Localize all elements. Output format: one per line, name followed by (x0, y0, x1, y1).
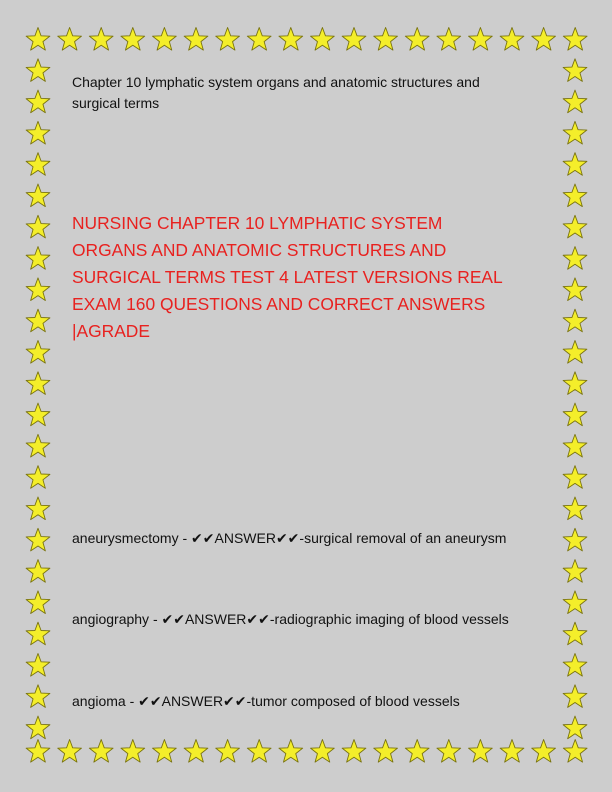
star-icon (563, 59, 587, 82)
star-icon (437, 740, 461, 763)
star-icon (26, 59, 50, 82)
star-icon (26, 215, 50, 238)
star-icon (311, 740, 335, 763)
star-icon (26, 528, 50, 551)
star-icon (26, 28, 50, 51)
star-icon (563, 528, 587, 551)
star-icon (311, 28, 335, 51)
star-icon (563, 403, 587, 426)
star-icon (563, 591, 587, 614)
document-headline: NURSING CHAPTER 10 LYMPHATIC SYSTEM ORGANS AND ANATOMIC STRUCTURES AND SURGICAL TERMS TEST 4 LATEST VERSIONS REAL EXAM 160 QUESTIONS AND CORRECT ANSWERS |AGRADE (72, 213, 503, 341)
star-icon (563, 341, 587, 364)
star-icon (563, 434, 587, 457)
star-icon (469, 28, 493, 51)
star-icon (121, 28, 145, 51)
star-icon (247, 740, 271, 763)
star-icon (26, 622, 50, 645)
star-icon (26, 497, 50, 520)
star-icon (26, 560, 50, 583)
star-icon (342, 740, 366, 763)
star-icon (532, 740, 556, 763)
star-icon (563, 685, 587, 708)
star-icon (563, 654, 587, 677)
star-icon (26, 341, 50, 364)
star-icon (563, 278, 587, 301)
star-icon (153, 740, 177, 763)
star-icon (89, 740, 113, 763)
star-icon (153, 28, 177, 51)
star-icon (563, 153, 587, 176)
star-icon (26, 372, 50, 395)
star-icon (26, 654, 50, 677)
star-icon (58, 740, 82, 763)
star-icon (563, 215, 587, 238)
star-icon (216, 740, 240, 763)
star-icon (563, 28, 587, 51)
star-icon (437, 28, 461, 51)
star-icon (26, 278, 50, 301)
star-icon (216, 28, 240, 51)
star-icon (563, 90, 587, 113)
star-icon (26, 685, 50, 708)
star-icon (26, 309, 50, 332)
star-icon (247, 28, 271, 51)
star-icon (563, 740, 587, 763)
star-icon (26, 434, 50, 457)
star-icon (89, 28, 113, 51)
star-icon (563, 309, 587, 332)
star-icon (26, 184, 50, 207)
star-icon (563, 466, 587, 489)
star-icon (26, 153, 50, 176)
qa-entry-angioma: angioma - ✔✔ANSWER✔✔-tumor composed of blood vessels (72, 693, 460, 709)
star-icon (469, 740, 493, 763)
star-icon (563, 121, 587, 144)
star-icon (374, 28, 398, 51)
star-icon (563, 622, 587, 645)
star-icon (58, 28, 82, 51)
star-icon (405, 740, 429, 763)
star-icon (26, 740, 50, 763)
star-icon (279, 28, 303, 51)
star-icon (563, 372, 587, 395)
star-icon (563, 497, 587, 520)
star-icon (563, 560, 587, 583)
star-icon (500, 28, 524, 51)
star-icon (26, 716, 50, 739)
qa-entry-angiography: angiography - ✔✔ANSWER✔✔-radiographic imaging of blood vessels (72, 611, 509, 627)
star-icon (563, 184, 587, 207)
star-icon (374, 740, 398, 763)
star-icon (500, 740, 524, 763)
star-icon (532, 28, 556, 51)
star-icon (26, 591, 50, 614)
star-icon (26, 466, 50, 489)
star-icon (279, 740, 303, 763)
star-icon (26, 121, 50, 144)
star-icon (121, 740, 145, 763)
star-icon (26, 90, 50, 113)
star-icon (405, 28, 429, 51)
star-icon (342, 28, 366, 51)
star-icon (563, 247, 587, 270)
star-icon (26, 247, 50, 270)
star-icon (184, 28, 208, 51)
star-icon (563, 716, 587, 739)
qa-entry-aneurysmectomy: aneurysmectomy - ✔✔ANSWER✔✔-surgical removal of an aneurysm (72, 530, 507, 546)
star-icon (184, 740, 208, 763)
star-icon (26, 403, 50, 426)
document-subtitle: Chapter 10 lymphatic system organs and anatomic structures and surgical terms (72, 74, 480, 111)
